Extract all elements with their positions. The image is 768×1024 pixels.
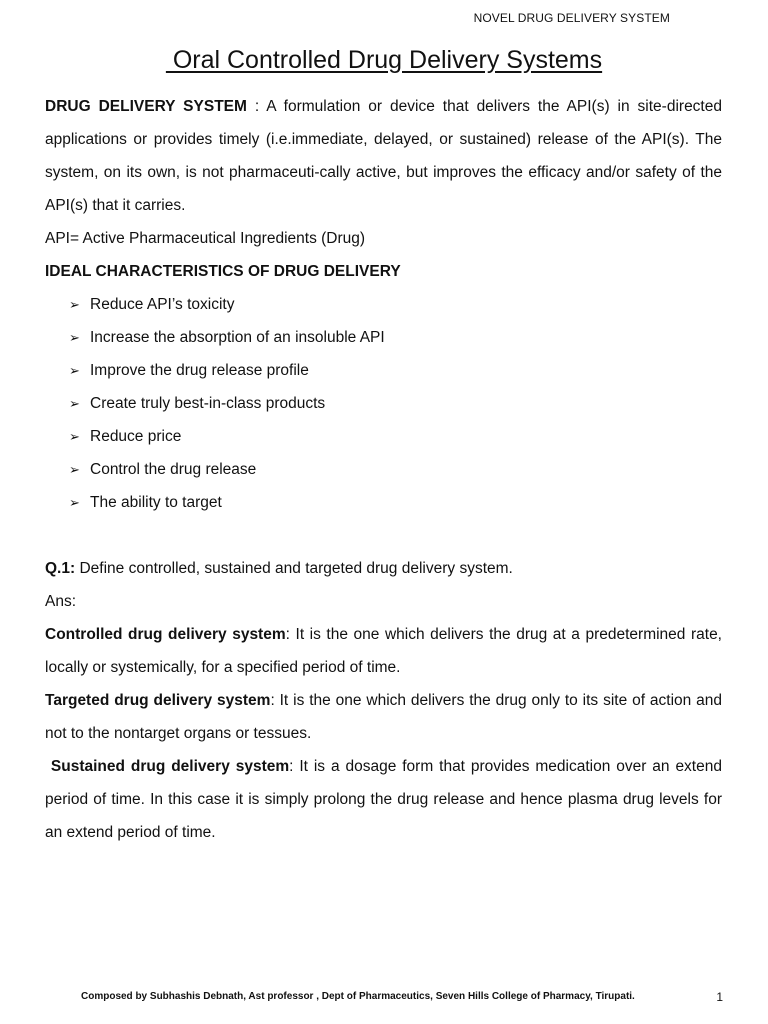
arrow-bullet-icon: ➢ [69,495,80,510]
dds-definition [45,90,722,222]
targeted-text: : It is the one which delivers the drug only to its site of action and not to the nontarget organs or tessues. [45,692,723,742]
arrow-bullet-icon: ➢ [69,297,80,312]
ideal-characteristics-list [45,288,722,519]
controlled-text: : It is the one which delivers the drug at a predetermined rate, locally or systemically, for a specified period of time. [45,626,722,676]
question [45,552,722,585]
dds-text: : A formulation or device that delivers the API(s) in site-directed applications or provides timely (i.e.immediate, delayed, or sustained) release of the API(s). The system, on its own, is not pharmaceuti-cally active, but improves the efficacy and/or safety of the API(s) that it carries. [45,98,722,214]
list-item [69,387,722,420]
api-definition: API= Active Pharmaceutical Ingredients (Drug) [45,230,366,247]
page-title: Oral Controlled Drug Delivery Systems [165,46,603,74]
question-text: Define controlled, sustained and targeted drug delivery system. [75,560,513,577]
arrow-bullet-icon: ➢ [69,429,80,444]
answer-label: Ans: [45,593,77,610]
arrow-bullet-icon: ➢ [69,330,80,345]
sustained-term: Sustained drug delivery system [50,758,290,775]
page-footer: Composed by Subhashis Debnath, Ast professor , Dept of Pharmaceutics, Seven Hills College of Pharmacy, Tirupati. [81,991,635,1002]
list-item [69,354,722,387]
list-item [69,420,722,453]
controlled-definition [45,618,722,684]
list-item-text: Reduce price [90,428,182,445]
list-item-text: Control the drug release [90,461,257,478]
list-item [69,321,722,354]
list-item [69,453,722,486]
list-item-text: Reduce API’s toxicity [90,296,235,313]
ideal-heading [45,255,722,288]
arrow-bullet-icon: ➢ [69,363,80,378]
question-label: Q.1: [45,560,76,577]
targeted-definition [45,684,722,750]
targeted-term: Targeted drug delivery system [45,692,271,709]
arrow-bullet-icon: ➢ [69,462,80,477]
list-item-text: Create truly best-in-class products [90,395,326,412]
arrow-bullet-icon: ➢ [69,396,80,411]
controlled-term: Controlled drug delivery system [45,626,286,643]
sustained-definition [45,750,722,849]
list-item [69,486,722,519]
list-item-text: Improve the drug release profile [90,362,309,379]
page-number: 1 [716,990,723,1004]
list-item-text: The ability to target [90,494,222,511]
dds-term: DRUG DELIVERY SYSTEM [45,98,247,115]
sustained-text: : It is a dosage form that provides medication over an extend period of time. In this case it is simply prolong the drug release and hence plasma drug levels for an extend period of time. [45,758,722,841]
running-header: NOVEL DRUG DELIVERY SYSTEM [473,11,670,25]
spacer [45,519,722,552]
list-item [69,288,722,321]
ideal-heading-text: IDEAL CHARACTERISTICS OF DRUG DELIVERY [45,263,401,280]
document-body [45,90,722,849]
list-item-text: Increase the absorption of an insoluble API [90,329,385,346]
